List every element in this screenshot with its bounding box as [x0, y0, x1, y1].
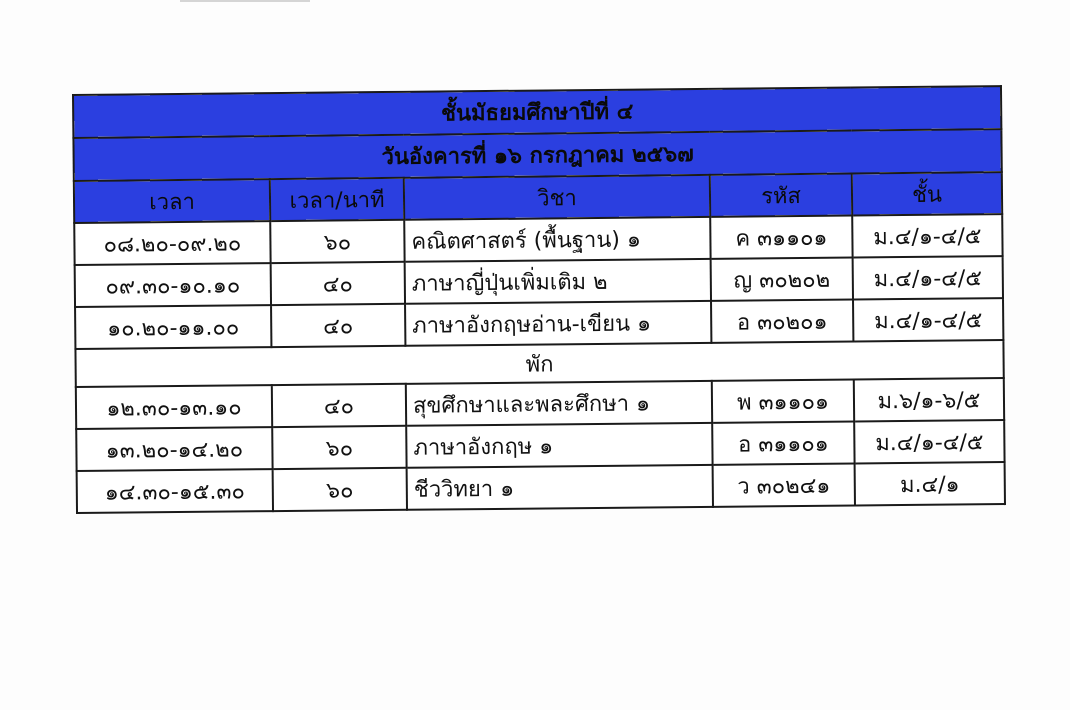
cell-subject: ภาษาญี่ปุ่นเพิ่มเติม ๒ — [405, 259, 711, 304]
cell-duration: ๖๐ — [273, 468, 407, 511]
exam-timetable — [72, 85, 1006, 514]
cell-code: อ ๓๑๑๐๑ — [712, 422, 854, 465]
level-title: ชั้นมัธยมศึกษาปีที่ ๔ — [73, 86, 1001, 138]
break-label: พัก — [75, 340, 1003, 387]
cell-code: อ ๓๐๒๐๑ — [711, 300, 853, 343]
table-row — [77, 462, 1005, 513]
cell-duration: ๖๐ — [272, 426, 406, 469]
cell-class: ม.๔/๑-๔/๕ — [853, 298, 1003, 341]
cell-subject: คณิตศาสตร์ (พื้นฐาน) ๑ — [404, 217, 710, 262]
cell-time: ๑๒.๓๐-๑๓.๑๐ — [76, 385, 272, 429]
cell-duration: ๔๐ — [271, 262, 405, 305]
cell-duration: ๔๐ — [271, 304, 405, 347]
cell-duration: ๔๐ — [272, 384, 406, 427]
cell-subject: ภาษาอังกฤษอ่าน-เขียน ๑ — [405, 301, 711, 346]
cell-class: ม.๔/๑-๔/๕ — [854, 420, 1004, 463]
header-class: ชั้น — [852, 172, 1002, 215]
cell-code: พ ๓๑๑๐๑ — [712, 380, 854, 423]
cell-duration: ๖๐ — [270, 220, 404, 263]
cell-time: ๐๙.๓๐-๑๐.๑๐ — [75, 263, 271, 307]
cell-code: ค ๓๑๑๐๑ — [710, 216, 852, 259]
cell-class: ม.๔/๑ — [855, 462, 1005, 505]
header-duration: เวลา/นาที — [270, 178, 404, 221]
cell-time: ๑๔.๓๐-๑๕.๓๐ — [77, 469, 273, 513]
cell-time: ๑๓.๒๐-๑๔.๒๐ — [76, 427, 272, 471]
paper-edge-mark — [180, 0, 310, 6]
cell-class: ม.๔/๑-๔/๕ — [852, 214, 1002, 257]
cell-code: ญ ๓๐๒๐๒ — [711, 258, 853, 301]
cell-class: ม.๔/๑-๔/๕ — [853, 256, 1003, 299]
cell-code: ว ๓๐๒๔๑ — [713, 464, 855, 507]
cell-time: ๑๐.๒๐-๑๑.๐๐ — [75, 305, 271, 349]
header-subject: วิชา — [404, 175, 710, 220]
header-code: รหัส — [710, 174, 852, 217]
cell-time: ๐๘.๒๐-๐๙.๒๐ — [74, 221, 270, 265]
cell-subject: สุขศึกษาและพละศึกษา ๑ — [406, 381, 712, 426]
cell-subject: ภาษาอังกฤษ ๑ — [406, 423, 712, 468]
header-time: เวลา — [74, 179, 270, 223]
date-title: วันอังคารที่ ๑๖ กรกฎาคม ๒๕๖๗ — [73, 129, 1001, 181]
cell-class: ม.๖/๑-๖/๕ — [854, 378, 1004, 421]
cell-subject: ชีววิทยา ๑ — [407, 465, 713, 510]
